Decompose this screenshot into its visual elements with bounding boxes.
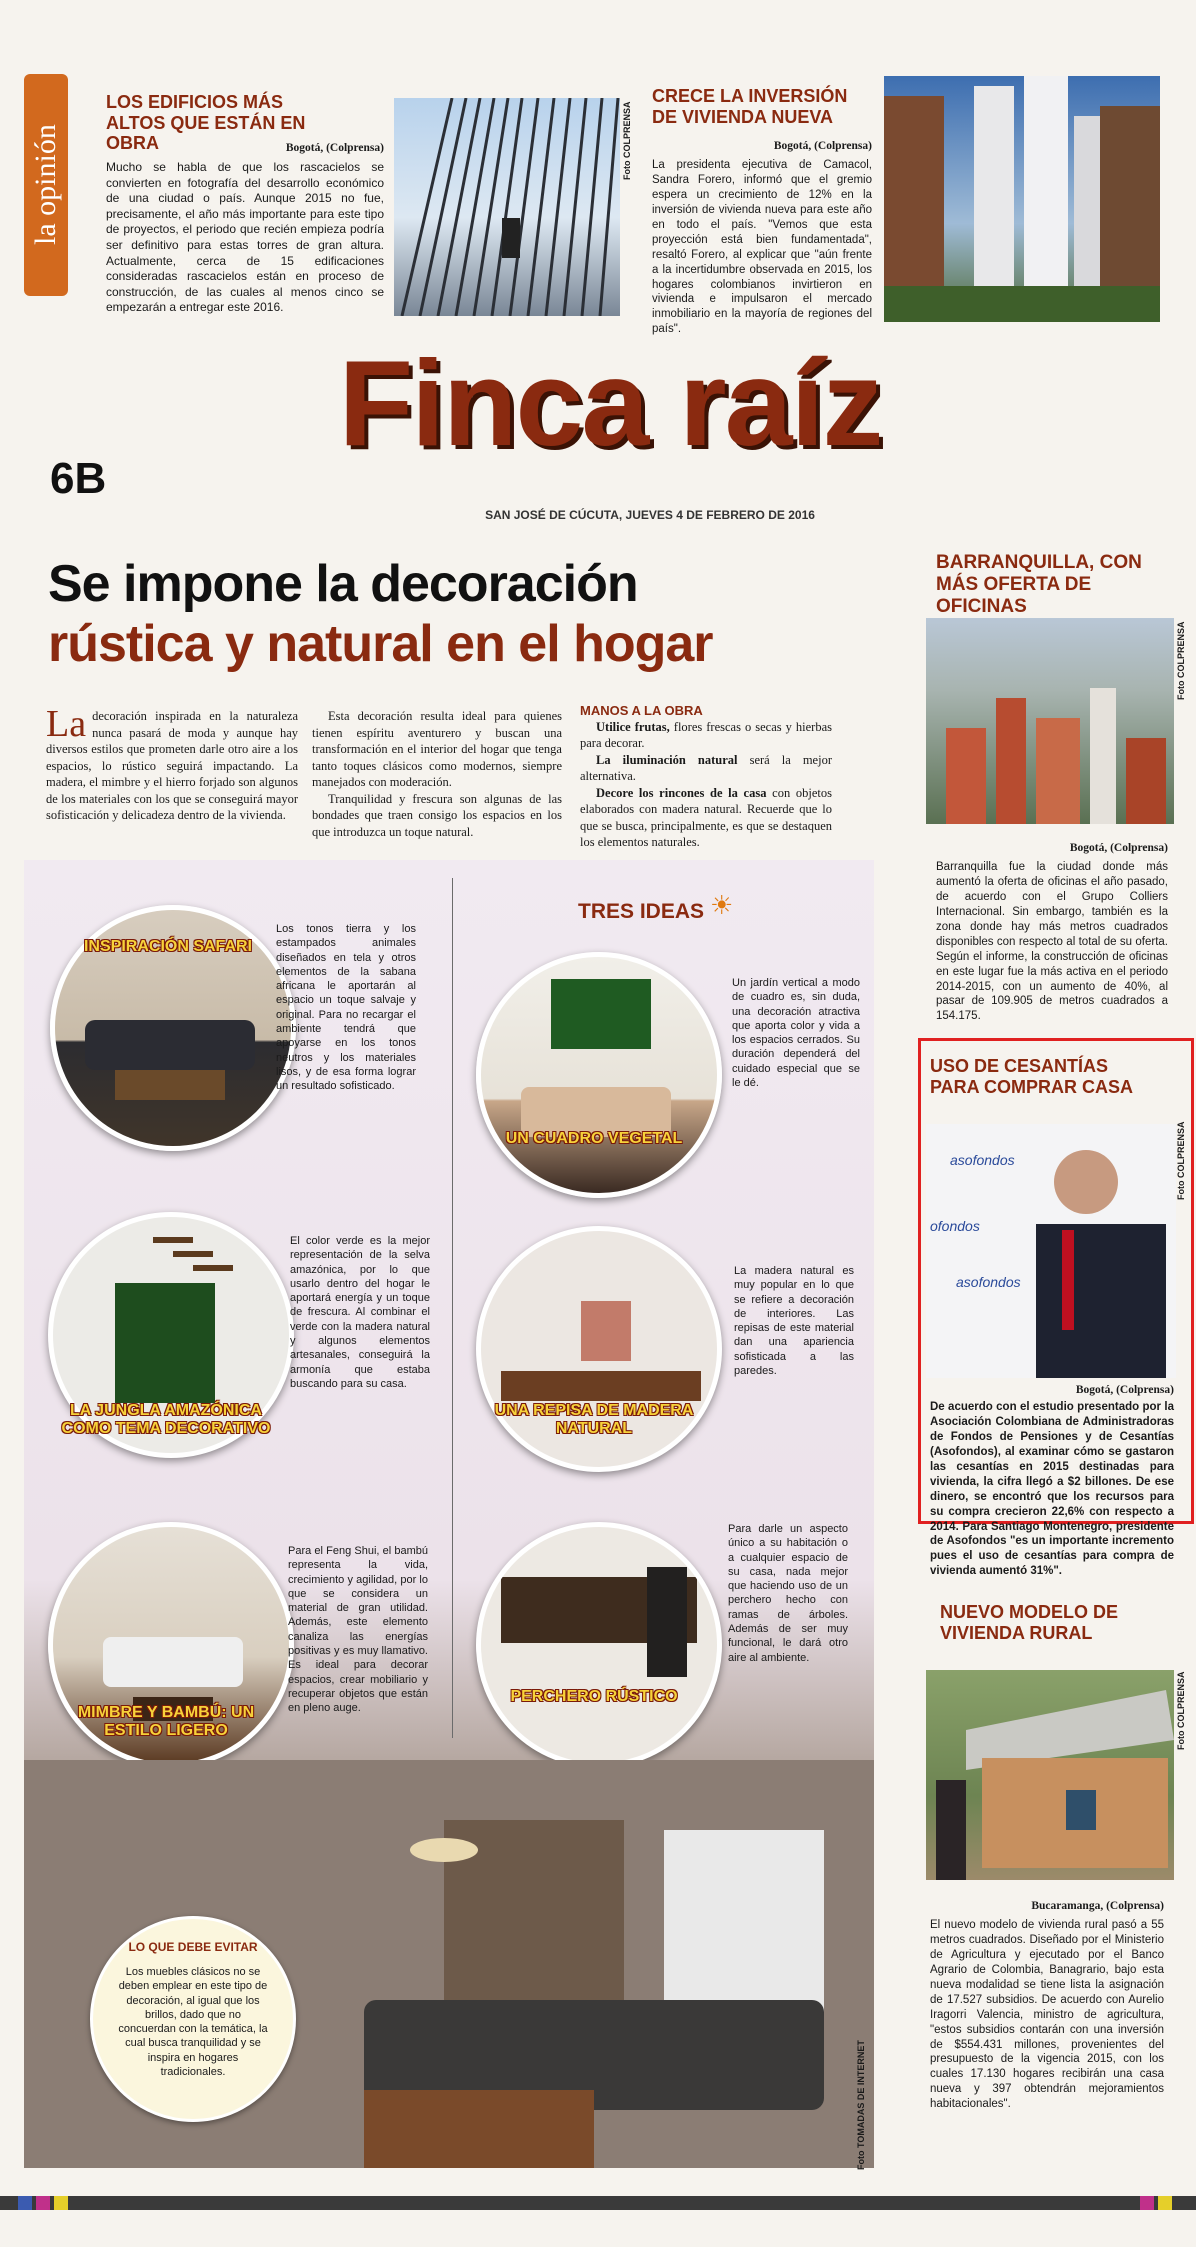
side3-headline: NUEVO MODELO DE VIVIENDA RURAL <box>940 1602 1119 1643</box>
idea-mimbre-label: MIMBRE Y BAMBÚ: UN ESTILO LIGERO <box>77 1704 255 1740</box>
idea-perchero-text: Para darle un aspecto único a su habitación o a cualquier espacio de su casa, nada mejor que haciendo uso de un perchero hecho con ramas de árboles. Además de ser muy funcional, le dará otro aire al ambiente. <box>728 1523 848 1664</box>
main-photo-credit: Foto TOMADAS DE INTERNET <box>856 2040 866 2170</box>
masthead-title: Finca raíz <box>338 335 882 471</box>
dateline: SAN JOSÉ DE CÚCUTA, JUEVES 4 DE FEBRERO DE 2016 <box>485 508 815 522</box>
side3-photo-credit: Foto COLPRENSA <box>1176 1671 1186 1750</box>
avoid-text: Los muebles clásicos no se deben emplear en este tipo de decoración, al igual que los brillos, dado que no concuerdan con la temática, la cual busca tranquilidad y se inspira en hogares tradicionales. <box>118 1966 268 2079</box>
side3-body: El nuevo modelo de vivienda rural pasó a 55 metros cuadrados. Diseñado por el Ministerio de Agricultura y ejecutado por el Banco Agrario de Colombia, Banagrario, bajo esta nueva modalidad se tiene lista la asignación de 17.527 subsidios. De acuerdo con Aurelio Iragorri Valencia, ministro de agricultura, "estos subsidios contarán con una inversión de $554.431 millones, provenientes del presupuesto de la vigencia 2015, con los cuales 17.130 hogares recibirán una casa nueva y 397 obtendrán mejoramientos habitacionales". <box>930 1919 1164 2111</box>
idea-cuadro-label: UN CUADRO VEGETAL <box>505 1130 683 1147</box>
intro-col3-subhead: MANOS A LA OBRA <box>580 703 703 718</box>
top-right-headline: CRECE LA INVERSIÓN DE VIVIENDA NUEVA <box>652 86 848 127</box>
reg-swatch-magenta <box>36 2196 50 2210</box>
side2-photo-credit: Foto COLPRENSA <box>1176 1121 1186 1200</box>
idea-cuadro-photo <box>476 952 722 1198</box>
top-left-headline: LOS EDIFICIOS MÁS ALTOS QUE ESTÁN EN OBRA <box>106 92 306 154</box>
city-illustration <box>926 618 1174 824</box>
asofondos-logo-3: asofondos <box>956 1274 1021 1290</box>
asofondos-logo-1: asofondos <box>950 1152 1015 1168</box>
tip-3-text: con objetos elaborados con madera natural. Recuerde que lo que se busca, principalmente, es que se destaquen los elementos naturales. <box>580 785 832 850</box>
side1-photo-credit: Foto COLPRENSA <box>1176 621 1186 700</box>
tip-2-bold: La iluminación natural <box>596 752 738 767</box>
reg-swatch-yellow <box>54 2196 68 2210</box>
idea-safari-label: INSPIRACIÓN SAFARI <box>83 938 252 955</box>
side2-headline: USO DE CESANTÍAS PARA COMPRAR CASA <box>930 1056 1134 1097</box>
intro-col3 <box>580 704 832 851</box>
top-right-body: La presidenta ejecutiva de Camacol, Sandra Forero, informó que el gremio espera un crecimiento de 12% en la inversión de vivienda nueva para este año en todo el país. "Vemos que esta proyección está bien fundamentada", resaltó Forero, al explicar que "aún frente a la incertidumbre observada en 2015, los hogares colombianos invirtieron en vivienda e impulsaron el mercado inmobiliario en la mayoría de regiones del país". <box>652 159 872 336</box>
side2-photo <box>926 1124 1176 1378</box>
main-headline-line1: Se impone la decoración <box>48 555 638 613</box>
top-right-photo <box>884 76 1160 322</box>
top-left-body: Mucho se habla de que los rascacielos se convierten en fotografía del desarrollo económico de una ciudad o país. Aunque 2015 no fue, precisamente, el año más importante para este tipo de proyectos, el periodo que recién empieza podría ser definitivo para estas torres de gran altura. Actualmente, cerca de 15 edificaciones consideradas rascacielos están en proceso de construcción, de las cuales al menos cinco se empezarán a entregar este 2016. <box>106 160 384 315</box>
asofondos-logo-2: ofondos <box>930 1218 980 1234</box>
divider-line <box>452 878 453 1738</box>
top-right-credit: Bogotá, (Colprensa) <box>773 140 872 152</box>
top-left-photo <box>394 98 620 316</box>
side1-body: Barranquilla fue la ciudad donde más aumentó la oferta de oficinas el año pasado, de acuerdo con el Grupo Colliers Internacional. Sin embargo, también es la zona donde hay más metros cuadrados disponibles con respecto al total de su oferta. Según el informe, la construcción de oficinas en este lugar fue la más activa en el periodo 2014-2015, con un aumento de 40%, al pasar de 109.905 de metros cuadrados a 154.175. <box>936 861 1168 1023</box>
side1-credit: Bogotá, (Colprensa) <box>1069 842 1168 854</box>
tip-1-bold: Utilice frutas, <box>596 719 670 734</box>
idea-mimbre-text: Para el Feng Shui, el bambú representa la vida, crecimiento y agilidad, por lo que se considera un material de gran utilidad. Además, este elemento canaliza las energías positivas y es muy llamativo. Es ideal para decorar espacios, crear mobiliario y recuperar objetos que están en pleno auge. <box>288 1545 428 1715</box>
intro-col2-p1: Esta decoración resulta ideal para quienes tienen espíritu aventurero y buscan una transformación en el interior del hogar que tenga tanto toques clásicos como modernos, siempre manejados con moderación. <box>312 709 562 789</box>
tip-2-text: será la mejor alternativa. <box>580 752 832 784</box>
idea-jungla-text: El color verde es la mejor representación de la selva amazónica, por lo que usarlo dentro del hogar le aportará energía y un toque de frescura. Al combinar el verde con la madera natural y algunos elementos artesanales, conseguirá la armonía que estaba buscando para su casa. <box>290 1235 430 1390</box>
registration-bar <box>0 2196 1196 2210</box>
idea-repisa-label: UNA REPISA DE MADERA NATURAL <box>494 1402 694 1438</box>
section-tab <box>24 74 68 296</box>
idea-perchero-label: PERCHERO RÚSTICO <box>510 1688 678 1705</box>
speaker-illustration <box>926 1124 1176 1378</box>
side1-photo <box>926 618 1174 824</box>
avoid-title: LO QUE DEBE EVITAR <box>128 1940 258 1954</box>
idea-repisa-text: La madera natural es muy popular en lo que se refiere a decoración de interiores. Las repisas de este material dan una apariencia sofisticada a las paredes. <box>734 1265 854 1378</box>
idea-perchero-photo <box>476 1522 722 1768</box>
vertical-garden-illustration <box>481 957 717 1193</box>
lightbulb-icon: ☀ <box>710 890 734 920</box>
main-headline-line2: rústica y natural en el hogar <box>48 615 713 673</box>
tip-1 <box>580 719 832 752</box>
avoid-box <box>90 1916 296 2122</box>
side2-credit: Bogotá, (Colprensa) <box>1075 1384 1174 1396</box>
top-left-photo-credit: Foto COLPRENSA <box>622 101 632 180</box>
intro-col1-text: decoración inspirada en la naturaleza nunca pasará de moda y aunque hay diversos estilos que prometen darle otro aire a los espacios, lo rústico seguirá impactando. La madera, el mimbre y el hierro forjado son algunos de los materiales con los que se conseguirá mayor sofisticación y delicadeza dentro de la vivienda. <box>46 709 298 822</box>
tip-3-bold: Decore los rincones de la casa <box>596 785 767 800</box>
rural-house-illustration <box>926 1670 1174 1880</box>
section-tab-label: la opinión <box>29 124 62 246</box>
side3-photo <box>926 1670 1174 1880</box>
page-number: 6B <box>50 454 107 503</box>
side2-body: De acuerdo con el estudio presentado por la Asociación Colombiana de Administradoras de Fondos de Pensiones y de Cesantías (Asofondos), al examinar cómo se gastaron las cesantías en 2015 destinadas para vivienda, la cifra llegó a $2 billones. De ese dinero, se encontró que los recursos para su compra crecieron 22,6% con respecto a 2014. Para Santiago Montenegro, presidente de Asofondos "es un importante incremento pues el uso de cesantías para compra de vivienda aumentó 31%". <box>930 1401 1174 1578</box>
side3-credit: Bucaramanga, (Colprensa) <box>1031 1900 1164 1912</box>
reg-swatch-blue <box>18 2196 32 2210</box>
reg-swatch-magenta-right <box>1140 2196 1154 2210</box>
dropcap: La <box>46 703 87 745</box>
intro-col2-p2: Tranquilidad y frescura son algunas de las bondades que traen consigo los espacios en los que introduzca un toque natural. <box>312 791 562 839</box>
tip-1-text: flores frescas o secas y hierbas para decorar. <box>580 719 832 751</box>
rebar-illustration <box>394 98 620 316</box>
side1-headline: BARRANQUILLA, CON MÁS OFERTA DE OFICINAS <box>936 552 1142 617</box>
idea-safari-text: Los tonos tierra y los estampados animales diseñados en tela y otros elementos de la sabana africana le aportarán al espacio un toque salvaje y original. Para no recargar el ambiente tendrá que apoyarse en los tonos neutros y los materiales lisos, y de esa forma lograr un resultado sofisticado. <box>276 923 416 1093</box>
idea-cuadro-text: Un jardín vertical a modo de cuadro es, sin duda, una decoración atractiva que aporta color y vida a los espacios cerrados. Su duración dependerá del cuidado especial que se le dé. <box>732 977 860 1090</box>
top-left-credit: Bogotá, (Colprensa) <box>285 142 384 154</box>
tip-3 <box>580 785 832 851</box>
tres-ideas-title: TRES IDEAS <box>578 900 705 923</box>
tip-2 <box>580 752 832 785</box>
towers-illustration <box>884 76 1160 322</box>
intro-col2 <box>312 708 562 840</box>
branch-rack-illustration <box>481 1527 717 1763</box>
idea-jungla-label: LA JUNGLA AMAZÓNICA COMO TEMA DECORATIVO <box>61 1402 271 1438</box>
reg-swatch-yellow-right <box>1158 2196 1172 2210</box>
intro-col1 <box>46 703 298 824</box>
